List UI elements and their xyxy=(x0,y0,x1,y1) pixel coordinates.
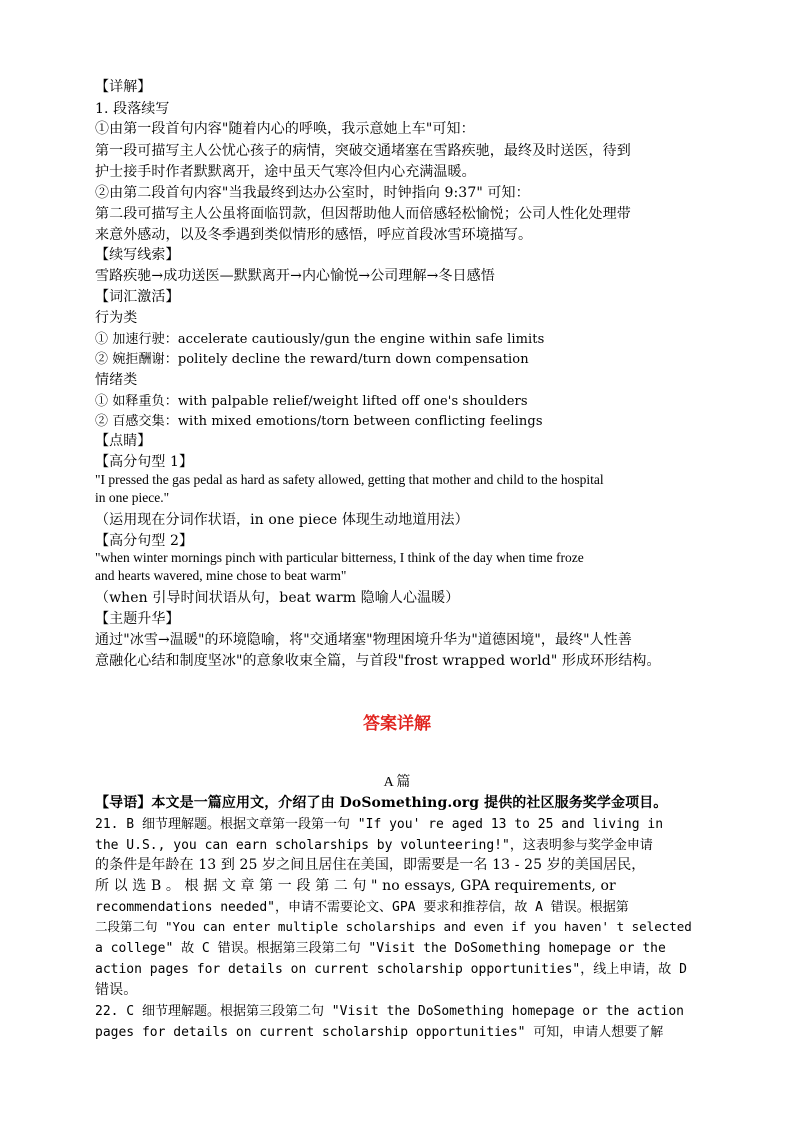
para1-cue: ①由第一段首句内容"随着内心的呼唤，我示意她上车"可知： xyxy=(95,121,475,137)
passage-intro: 【导语】本文是一篇应用文，介绍了由 DoSomething.org 提供的社区服务奖学金项目。 xyxy=(95,795,668,811)
vocab-item: ② 婉拒酬谢：politely decline the reward/turn down compensation xyxy=(95,352,529,367)
sentence-line: "I pressed the gas pedal as hard as safety allowed, getting that mother and child to the hospital xyxy=(95,472,604,487)
clue-text: 雪路疾驰→成功送医—默默离开→内心愉悦→公司理解→冬日感悟 xyxy=(95,268,495,284)
answer-line: 21. B 细节理解题。根据文章第一段第一句 "If you' re aged 13 to 25 and living in xyxy=(95,817,664,832)
sentence-line: and hearts wavered, mine chose to beat warm" xyxy=(95,568,347,583)
answer-line: recommendations needed"，申请不需要论文、GPA 要求和推荐信，故 A 错误。根据第 xyxy=(95,900,629,915)
para2-cue: ②由第二段首句内容"当我最终到达办公室时，时钟指向 9:37" 可知： xyxy=(95,185,530,201)
para1-line: 第一段可描写主人公忧心孩子的病情，突破交通堵塞在雪路疾驰，最终及时送医，待到 xyxy=(95,143,631,159)
answer-line: 错误。 xyxy=(95,982,138,998)
section-title: 1. 段落续写 xyxy=(95,101,170,117)
answer-line: 的条件是年龄在 13 到 25 岁之间且居住在美国，即需要是一名 13 - 25 岁的美国居民， xyxy=(95,857,646,873)
vocab-item: ② 百感交集：with mixed emotions/torn between conflicting feelings xyxy=(95,414,543,429)
answer-line: a college" 故 C 错误。根据第三段第二句 "Visit the DoSomething homepage or the xyxy=(95,941,666,956)
vocab-category: 行为类 xyxy=(95,310,138,326)
answer-line: 所 以 选 B 。 根 据 文 章 第 一 段 第 二 句 " no essays, GPA requirements, or xyxy=(95,878,616,894)
vocab-category: 情绪类 xyxy=(95,372,138,388)
passage-label: A 篇 xyxy=(383,775,411,790)
answer-line: the U.S., you can earn scholarships by volunteering!"，这表明参与奖学金申请 xyxy=(95,838,653,853)
theme-heading: 【主题升华】 xyxy=(95,611,180,627)
answer-line: 二段第二句 "You can enter multiple scholarships and even if you haven' t selected xyxy=(95,919,692,934)
theme-line: 通过"冰雪→温暖"的环境隐喻，将"交通堵塞"物理困境升华为"道德困境"，最终"人性善 xyxy=(95,632,633,648)
para2-line: 来意外感动，以及冬季遇到类似情形的感悟，呼应首段冰雪环境描写。 xyxy=(95,227,533,243)
sentence-line: "when winter mornings pinch with particular bitterness, I think of the day when time froze xyxy=(95,550,584,565)
vocab-heading: 【词汇激活】 xyxy=(95,289,180,305)
highlight-heading: 【点睛】 xyxy=(95,433,152,449)
sentence-note: （运用现在分词作状语，in one piece 体现生动地道用法） xyxy=(95,512,469,528)
para2-line: 第二段可描写主人公虽将面临罚款，但因帮助他人而倍感轻松愉悦；公司人性化处理带 xyxy=(95,206,631,222)
answers-title: 答案详解 xyxy=(363,714,431,734)
answer-line: action pages for details on current scholarship opportunities"，线上申请，故 D xyxy=(95,962,687,977)
sentence-heading: 【高分句型 2】 xyxy=(95,533,194,549)
theme-line: 意融化心结和制度坚冰"的意象收束全篇，与首段"frost wrapped world" 形成环形结构。 xyxy=(95,653,661,669)
detail-heading: 【详解】 xyxy=(95,79,152,95)
para1-line: 护士接手时作者默默离开，途中虽天气寒冷但内心充满温暖。 xyxy=(95,164,476,180)
sentence-line: in one piece." xyxy=(95,490,170,505)
answer-line: 22. C 细节理解题。根据第三段第二句 "Visit the DoSomething homepage or the action xyxy=(95,1004,684,1019)
sentence-note: （when 引导时间状语从句，beat warm 隐喻人心温暖） xyxy=(95,590,460,606)
clue-heading: 【续写线索】 xyxy=(95,247,180,263)
answer-line: pages for details on current scholarship opportunities" 可知，申请人想要了解 xyxy=(95,1025,664,1040)
vocab-item: ① 如释重负：with palpable relief/weight lifted off one's shoulders xyxy=(95,394,528,409)
sentence-heading: 【高分句型 1】 xyxy=(95,454,194,470)
vocab-item: ① 加速行驶：accelerate cautiously/gun the engine within safe limits xyxy=(95,332,545,347)
